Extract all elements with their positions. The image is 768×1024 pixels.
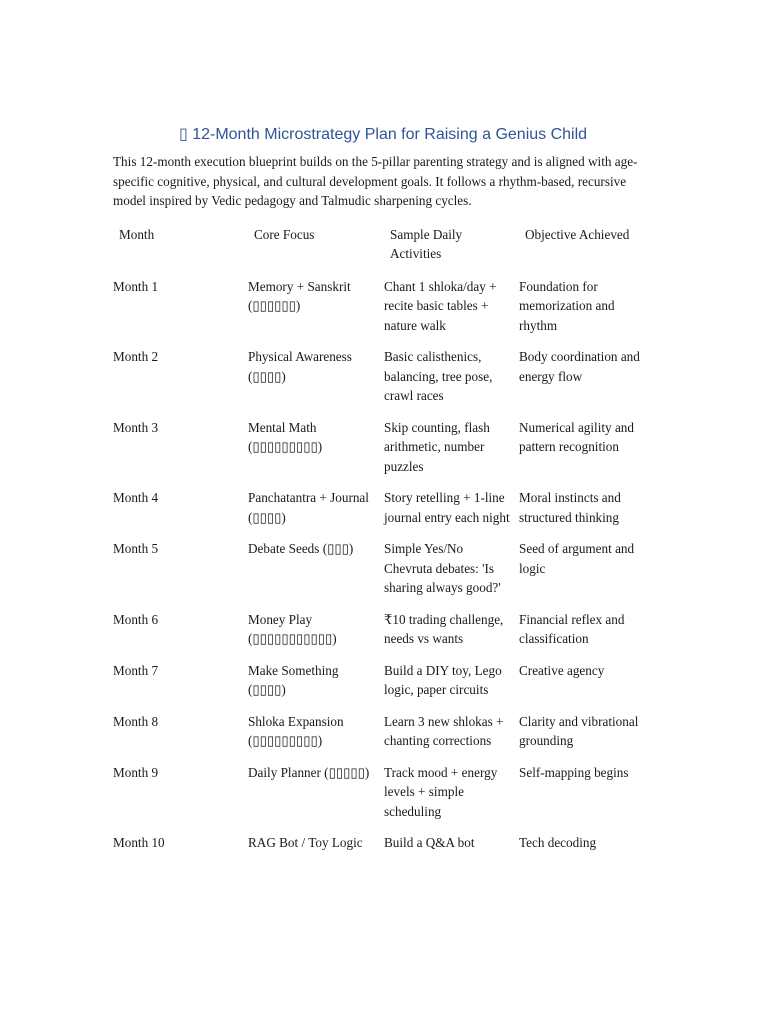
document-page	[113, 124, 653, 865]
cell-objective: Body coordination and energy flow	[519, 349, 640, 384]
intro-paragraph: This 12-month execution blueprint builds on the 5-pillar parenting strategy and is aligned with age-specific cognitive, physical, and cultural development goals. It follows a rhythm-based, recursive model inspired by Vedic pedagogy and Talmudic sharpening cycles.	[113, 154, 638, 208]
cell-activities: Skip counting, flash arithmetic, number puzzles	[384, 419, 490, 474]
cell-activities: Track mood + energy levels + simple scheduling	[384, 764, 498, 819]
cell-month: Month 2	[113, 349, 159, 364]
header-core-focus: Core Focus	[254, 226, 315, 242]
table-row	[113, 277, 653, 348]
plan-table	[113, 225, 653, 865]
cell-core-focus: Debate Seeds (▯▯▯)	[248, 541, 354, 556]
header-month: Month	[119, 226, 155, 242]
cell-month: Month 7	[113, 662, 159, 678]
cell-core-focus: Mental Math (▯▯▯▯▯▯▯▯▯)	[248, 419, 323, 454]
cell-month: Month 3	[113, 419, 159, 435]
cell-activities: Story retelling + 1-line journal entry each night	[384, 490, 510, 525]
cell-month: Month 6	[113, 611, 159, 627]
table-row	[113, 610, 653, 661]
cell-objective: Numerical agility and pattern recognition	[519, 419, 634, 454]
document-title: ▯ 12-Month Microstrategy Plan for Raising a Genius Child	[178, 126, 588, 143]
cell-objective: Tech decoding	[519, 835, 597, 850]
table-row	[113, 539, 653, 610]
cell-core-focus: Make Something (▯▯▯▯)	[248, 662, 339, 697]
cell-month: Month 1	[113, 278, 159, 294]
cell-core-focus: Physical Awareness (▯▯▯▯)	[248, 349, 352, 384]
table-row	[113, 661, 653, 712]
cell-activities: Basic calisthenics, balancing, tree pose, crawl races	[384, 349, 493, 403]
table-row	[113, 347, 653, 418]
cell-month: Month 8	[113, 713, 159, 729]
cell-objective: Foundation for memorization and rhythm	[519, 278, 615, 333]
cell-objective: Self-mapping begins	[519, 764, 629, 780]
cell-core-focus: Panchatantra + Journal (▯▯▯▯)	[248, 490, 369, 525]
cell-objective: Financial reflex and classification	[519, 611, 625, 646]
cell-activities: Learn 3 new shlokas + chanting corrections	[384, 713, 504, 748]
cell-activities: Build a Q&A bot	[384, 835, 475, 850]
table-row	[113, 712, 653, 763]
cell-month: Month 10	[113, 835, 165, 850]
cell-core-focus: RAG Bot / Toy Logic	[248, 835, 363, 850]
cell-core-focus: Daily Planner (▯▯▯▯▯)	[248, 764, 370, 780]
cell-month: Month 5	[113, 541, 159, 556]
cell-objective: Creative agency	[519, 662, 605, 678]
cell-objective: Moral instincts and structured thinking	[519, 490, 621, 525]
cell-core-focus: Shloka Expansion (▯▯▯▯▯▯▯▯▯)	[248, 713, 344, 748]
header-objective: Objective Achieved	[525, 226, 630, 242]
table-row	[113, 763, 653, 834]
cell-objective: Clarity and vibrational grounding	[519, 713, 639, 748]
table-row	[113, 833, 653, 865]
cell-core-focus: Money Play (▯▯▯▯▯▯▯▯▯▯▯)	[248, 611, 337, 646]
table-row	[113, 488, 653, 539]
table-header-row	[113, 225, 653, 277]
cell-activities: ₹10 trading challenge, needs vs wants	[384, 611, 504, 646]
cell-month: Month 9	[113, 764, 159, 780]
table-row	[113, 418, 653, 489]
cell-activities: Chant 1 shloka/day + recite basic tables + nature walk	[384, 278, 497, 333]
cell-activities: Simple Yes/No Chevruta debates: 'Is sharing always good?'	[384, 541, 501, 595]
cell-core-focus: Memory + Sanskrit (▯▯▯▯▯▯)	[248, 278, 351, 313]
cell-objective: Seed of argument and logic	[519, 541, 635, 576]
header-sample-activities: Sample Daily Activities	[390, 226, 463, 261]
cell-activities: Build a DIY toy, Lego logic, paper circuits	[384, 662, 502, 697]
cell-month: Month 4	[113, 490, 159, 505]
